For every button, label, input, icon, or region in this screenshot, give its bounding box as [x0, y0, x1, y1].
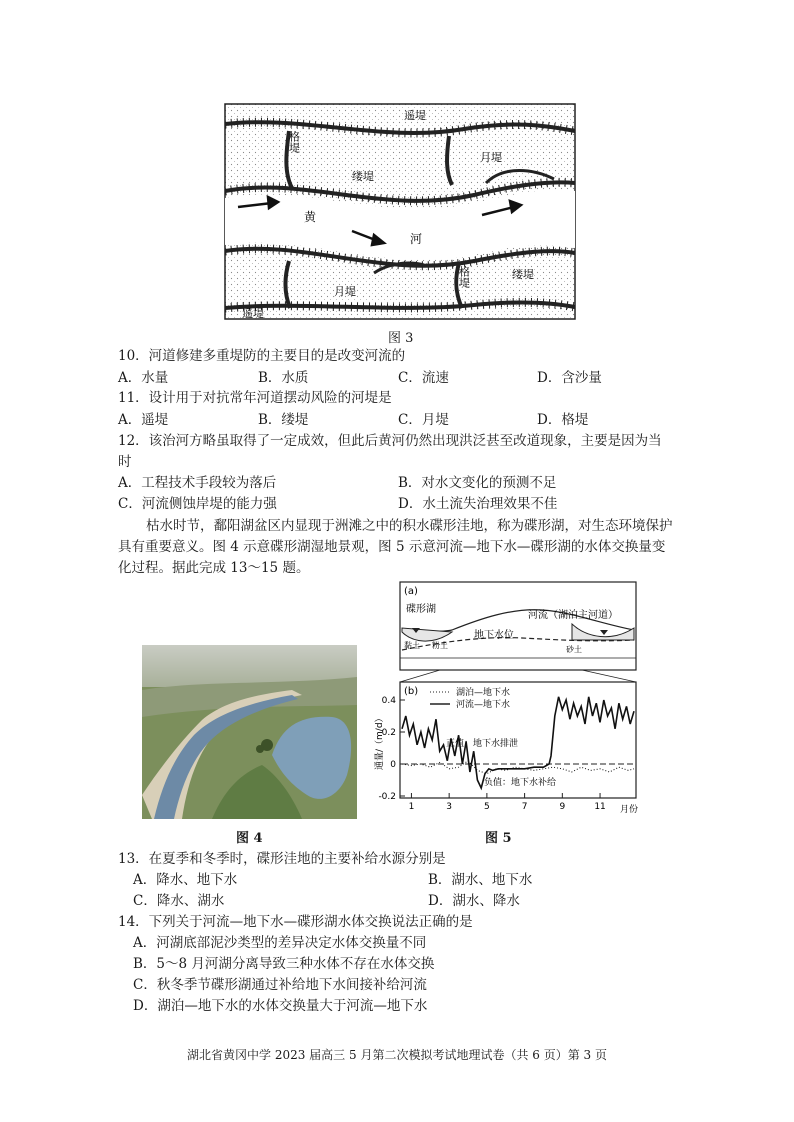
panel-a-tag: (a): [404, 586, 418, 597]
figure-3-levee-diagram: [224, 103, 576, 320]
q13-option-a[interactable]: A．降水、地下水: [133, 872, 238, 888]
x-tick-label: 1: [408, 802, 415, 812]
q10-option-b[interactable]: B．水质: [258, 370, 309, 386]
page-footer: 湖北省黄冈中学 2023 届高三 5 月第二次模拟考试地理试卷（共 6 页）第 3 页: [187, 1048, 607, 1062]
q11-option-d[interactable]: D．格堤: [537, 412, 589, 428]
x-tick-label: 7: [521, 802, 528, 812]
q13-option-c[interactable]: C．降水、湖水: [133, 893, 225, 909]
q11-option-b[interactable]: B．缕堤: [258, 412, 309, 428]
legend-river-groundwater: 河流—地下水: [456, 700, 511, 710]
label-loudi-top: 缕堤: [352, 170, 374, 183]
question-11-stem: 11．设计用于对抗常年河道摆动风险的河堤是: [118, 390, 392, 406]
note-positive: 正值：地下水排泄: [446, 739, 519, 749]
q11-option-c[interactable]: C．月堤: [398, 412, 449, 428]
figure-4-wetland-photo: [142, 645, 357, 819]
x-tick-label: 3: [446, 802, 453, 812]
question-10-stem: 10．河道修建多重堤防的主要目的是改变河流的: [118, 348, 406, 364]
q10-option-a[interactable]: A．水量: [118, 370, 169, 386]
figure-3-caption: 图 3: [388, 331, 414, 346]
q14-option-c[interactable]: C．秋冬季节碟形湖通过补给地下水间接补给河流: [133, 977, 427, 993]
label-silt: 粉土: [432, 641, 448, 650]
q10-option-d[interactable]: D．含沙量: [537, 370, 602, 386]
q11-option-a[interactable]: A．遥堤: [118, 412, 169, 428]
question-13-stem: 13．在夏季和冬季时，碟形洼地的主要补给水源分别是: [118, 851, 446, 867]
label-dish-lake: 碟形湖: [406, 604, 436, 615]
q13-option-d[interactable]: D．湖水、降水: [428, 893, 520, 909]
question-14-stem: 14．下列关于河流—地下水—碟形湖水体交换说法正确的是: [118, 914, 473, 930]
note-negative: 负值：地下水补给: [484, 778, 557, 788]
figure-5-panel: [372, 580, 648, 820]
q10-option-c[interactable]: C．流速: [398, 370, 449, 386]
panel-b-tag: (b): [404, 686, 419, 697]
q12-option-c[interactable]: C．河流侧蚀岸堤的能力强: [118, 496, 277, 512]
label-river-main: 河流（湖泊主河道）: [528, 610, 618, 621]
legend-lake-groundwater: 湖泊—地下水: [456, 688, 511, 698]
label-he: 河: [410, 232, 423, 246]
label-yaodi-bottom: 遥堤: [242, 307, 264, 320]
y-tick-label: -0.2: [378, 792, 396, 802]
label-yuedi-top: 月堤: [480, 151, 502, 164]
q14-option-a[interactable]: A．河湖底部泥沙类型的差异决定水体交换量不同: [133, 935, 427, 951]
label-huang: 黄: [304, 210, 317, 224]
label-yuedi-bottom: 月堤: [334, 285, 356, 298]
q12-option-d[interactable]: D．水土流失治理效果不佳: [398, 496, 558, 512]
y-axis-label: 通量/（m/d）: [375, 713, 385, 770]
y-tick-label: 0: [390, 760, 396, 770]
question-12-stem-line1: 12．该治河方略虽取得了一定成效，但此后黄河仍然出现洪泛甚至改道现象，主要是因为当: [118, 433, 662, 449]
label-gedi-top: 格堤: [287, 131, 301, 153]
question-12-stem-line2: 时: [118, 454, 132, 470]
label-clay: 黏土: [404, 641, 420, 650]
label-loudi-bottom: 缕堤: [512, 268, 534, 281]
y-tick-label: 0.2: [381, 728, 396, 738]
figure-4-caption: 图 4: [236, 831, 263, 846]
q12-option-b[interactable]: B．对水文变化的预测不足: [398, 475, 557, 491]
x-tick-label: 5: [484, 802, 490, 812]
q14-option-d[interactable]: D．湖泊—地下水的水体交换量大于河流—地下水: [133, 998, 428, 1014]
label-sand: 砂土: [566, 645, 582, 654]
figure-5-caption: 图 5: [485, 831, 512, 846]
label-yaodi-top: 遥堤: [404, 109, 426, 122]
y-tick-label: 0.4: [381, 696, 396, 706]
passage-13-15: 枯水时节，鄱阳湖盆区内显现于洲滩之中的积水碟形洼地，称为碟形湖，对生态环境保护具有重要意义。图 4 示意碟形湖湿地景观，图 5 示意河流—地下水—碟形湖的水体交换量变化过程。据此完成 13～15 题。: [118, 518, 673, 576]
x-axis-unit: 月份: [620, 805, 639, 815]
label-gedi-bottom: 格堤: [457, 266, 471, 288]
x-tick-label: 11: [594, 802, 606, 812]
q14-option-b[interactable]: B．5～8 月河湖分离导致三种水体不存在水体交换: [133, 956, 435, 972]
q13-option-b[interactable]: B．湖水、地下水: [428, 872, 533, 888]
label-groundwater-level: 地下水位: [474, 630, 514, 641]
x-tick-label: 9: [559, 802, 566, 812]
q12-option-a[interactable]: A．工程技术手段较为落后: [118, 475, 277, 491]
panel-a-frame: [400, 582, 636, 670]
